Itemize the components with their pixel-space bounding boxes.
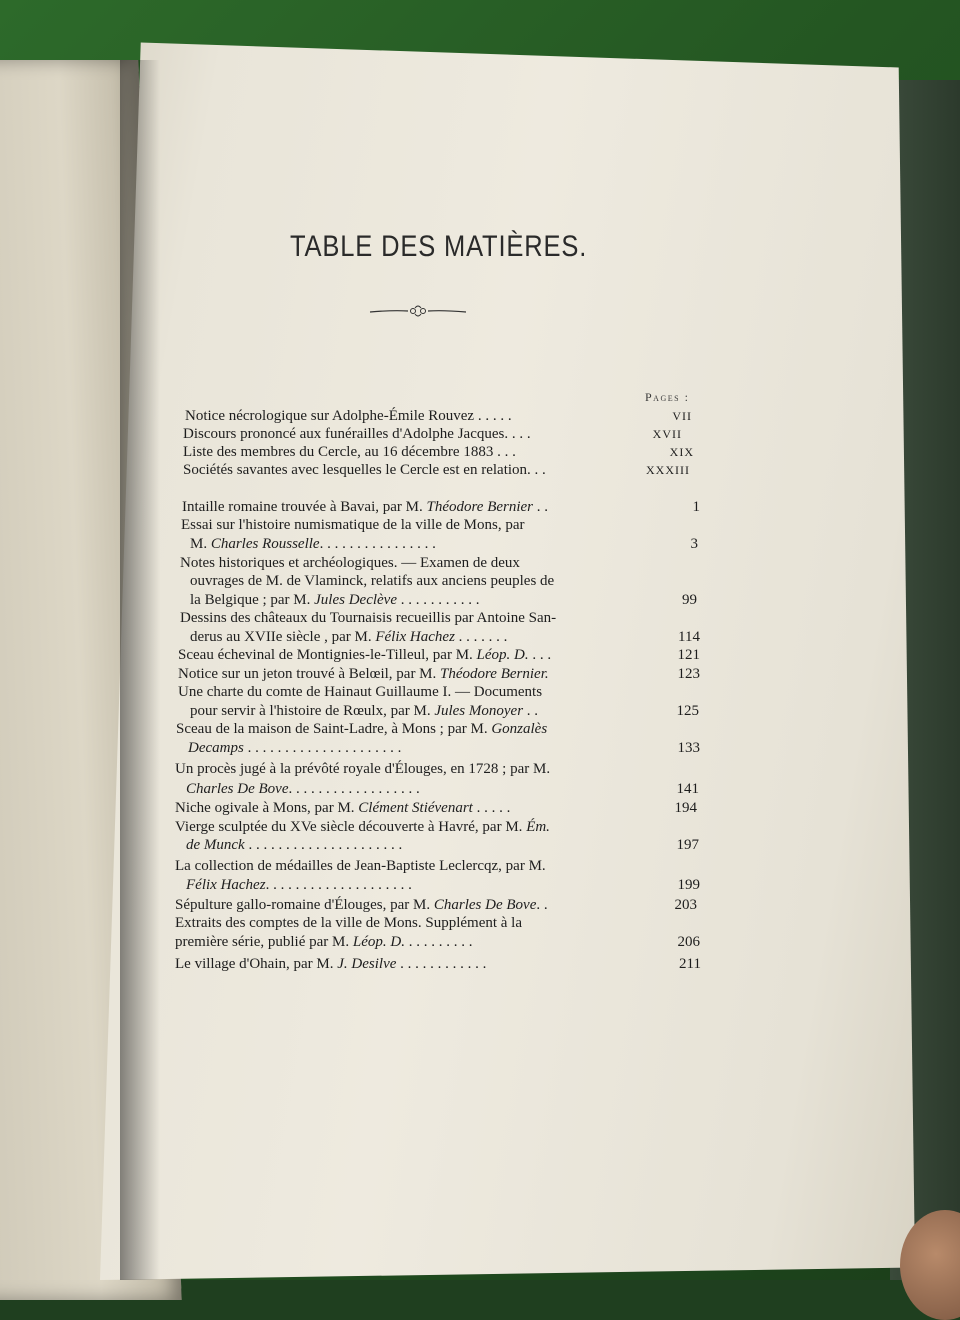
toc-entry-author: Gonzalès — [491, 721, 548, 737]
toc-entry-text: Une charte du comte de Hainaut Guillaume I. — Documents — [178, 684, 543, 700]
toc-entry — [180, 609, 556, 627]
toc-page-number: XXXIII — [646, 463, 690, 477]
toc-entry-leader: . . . . . . . . . . . . . . . . . . — [288, 781, 420, 797]
toc-entry-author: Léop. D. — [476, 647, 529, 663]
toc-page-number: 121 — [677, 647, 700, 663]
toc-entry-author: Félix Hachez — [375, 629, 455, 645]
toc-entry-text: Sépulture gallo-romaine d'Élouges, par M. — [175, 897, 434, 913]
toc-page-number: XVII — [652, 427, 682, 441]
toc-entry-text: Dessins des châteaux du Tournaisis recueillis par Antoine San- — [180, 610, 557, 626]
toc-entry — [186, 780, 420, 798]
toc-entry — [190, 572, 554, 590]
page-title: TABLE DES MATIÈRES. — [290, 230, 588, 263]
toc-page-number: 99 — [682, 592, 697, 608]
toc-entry-text: première série, publié par M. — [175, 934, 353, 950]
toc-page-number: 197 — [676, 837, 699, 853]
toc-page-number: 211 — [679, 956, 701, 972]
toc-entry-leader: . . . . . . . . . . . — [397, 592, 480, 608]
toc-entry-text: derus au XVIIe siècle , par M. — [190, 629, 376, 645]
toc-entry-author: J. Desilve — [337, 956, 397, 972]
toc-entry — [180, 554, 520, 572]
toc-entry-text: Intaille romaine trouvée à Bavai, par M. — [182, 499, 427, 515]
toc-entry — [190, 535, 436, 553]
toc-entry-text: Un procès jugé à la prévôté royale d'Élouges, en 1728 ; par M. — [175, 761, 551, 777]
toc-entry-leader: . . . . . . . — [454, 629, 508, 645]
toc-entry-text: Sociétés savantes avec lesquelles le Cercle est en relation. . . — [183, 462, 546, 478]
toc-entry-author: Félix Hachez — [186, 877, 266, 893]
toc-entry-author: Jules Declève — [314, 592, 397, 608]
toc-entry-leader: . . . . . . . . . . . . . . . . — [319, 536, 436, 552]
toc-page-number: 133 — [677, 740, 700, 756]
toc-entry — [183, 461, 546, 479]
toc-page-number: 1 — [692, 499, 700, 515]
toc-entry-text: La collection de médailles de Jean-Baptiste Leclercqz, par M. — [175, 858, 546, 874]
toc-entry — [175, 818, 550, 836]
toc-entry-text: Le village d'Ohain, par M. — [175, 956, 338, 972]
toc-page-number: 194 — [674, 800, 697, 816]
toc-entry-text: Sceau échevinal de Montignies-le-Tilleul, par M. — [178, 647, 477, 663]
toc-entry-text: Niche ogivale à Mons, par M. — [175, 800, 359, 816]
toc-entry — [178, 665, 549, 683]
toc-entry — [183, 425, 531, 443]
pages-column-label: Pages : — [645, 390, 690, 404]
toc-entry-leader: . . . . . . . . . . . . . . . . . . . . . — [243, 740, 402, 756]
toc-entry-leader: . . . . . . . . . — [404, 934, 473, 950]
toc-entry — [175, 955, 486, 973]
toc-entry — [181, 516, 524, 534]
toc-entry — [185, 407, 512, 425]
toc-entry — [175, 799, 510, 817]
toc-page-number: 123 — [677, 666, 700, 682]
toc-entry-leader: . . — [523, 703, 539, 719]
toc-entry-leader: . . . . . . . . . . . . . . . . . . . . — [265, 877, 412, 893]
toc-entry-author: Charles De Bove — [186, 781, 289, 797]
toc-entry-author: Decamps — [188, 740, 244, 756]
toc-entry-text: M. — [190, 536, 211, 552]
toc-entry — [178, 683, 542, 701]
toc-entry-leader: . . — [536, 897, 548, 913]
toc-entry — [175, 760, 550, 778]
toc-entry-author: Léop. D. — [352, 934, 405, 950]
toc-entry-leader: . . . . . . . . . . . . — [396, 956, 487, 972]
toc-entry-author: Clément Stiévenart — [358, 800, 473, 816]
toc-entry-leader: . . . . . — [472, 800, 511, 816]
toc-entry-text: Notes historiques et archéologiques. — Examen de deux — [180, 555, 520, 571]
toc-entry-text: Essai sur l'histoire numismatique de la ville de Mons, par — [181, 517, 525, 533]
toc-entry — [178, 646, 551, 664]
toc-page-number: 3 — [690, 536, 698, 552]
toc-entry — [186, 876, 412, 894]
toc-entry-author: Charles De Bove — [433, 897, 537, 913]
toc-entry — [188, 739, 401, 757]
toc-entry-text: Notice sur un jeton trouvé à Belœil, par M. — [178, 666, 441, 682]
toc-page-number: 206 — [677, 934, 700, 950]
toc-entry-text: Liste des membres du Cercle, au 16 décembre 1883 . . . — [183, 444, 516, 460]
ornament-divider — [368, 304, 468, 318]
toc-entry — [175, 896, 548, 914]
toc-entry-author: Ém. — [526, 819, 550, 835]
toc-entry-author: Charles Rousselle — [210, 536, 320, 552]
toc-entry-text: Extraits des comptes de la ville de Mons. Supplément à la — [175, 915, 523, 931]
toc-page-number: 203 — [674, 897, 697, 913]
toc-entry-text: ouvrages de M. de Vlaminck, relatifs aux anciens peuples de — [190, 573, 555, 589]
toc-entry — [175, 914, 522, 932]
toc-entry — [183, 443, 516, 461]
toc-entry — [176, 720, 547, 738]
toc-entry-author: Théodore Bernier. — [440, 666, 549, 682]
toc-entry-text: Discours prononcé aux funérailles d'Adolphe Jacques. . . . — [183, 426, 531, 442]
toc-entry — [190, 591, 480, 609]
toc-page-number: XIX — [669, 445, 694, 459]
spine-shadow — [120, 60, 160, 1280]
toc-entry — [175, 933, 472, 951]
toc-entry-text: Notice nécrologique sur Adolphe-Émile Rouvez . . . . . — [185, 408, 512, 424]
toc-entry — [182, 498, 548, 516]
toc-entry — [186, 836, 402, 854]
toc-entry-author: Théodore Bernier — [426, 499, 534, 515]
toc-entry-text: la Belgique ; par M. — [190, 592, 315, 608]
toc-entry — [190, 702, 538, 720]
toc-entry-leader: . . . — [528, 647, 552, 663]
toc-entry-leader: . . — [533, 499, 549, 515]
toc-entry-leader: . . . . . . . . . . . . . . . . . . . . . — [244, 837, 403, 853]
toc-entry-author: de Munck — [186, 837, 245, 853]
toc-page-number: 199 — [677, 877, 700, 893]
toc-entry-author: Jules Monoyer — [434, 703, 524, 719]
toc-page-number: VII — [672, 409, 692, 423]
toc-entry-text: pour servir à l'histoire de Rœulx, par M. — [190, 703, 435, 719]
toc-entry — [190, 628, 507, 646]
toc-entry-text: Sceau de la maison de Saint-Ladre, à Mons ; par M. — [176, 721, 492, 737]
toc-entry-text: Vierge sculptée du XVe siècle découverte à Havré, par M. — [175, 819, 527, 835]
toc-page-number: 114 — [678, 629, 700, 645]
toc-page-number: 141 — [676, 781, 699, 797]
toc-page-number: 125 — [676, 703, 699, 719]
toc-entry — [175, 857, 546, 875]
